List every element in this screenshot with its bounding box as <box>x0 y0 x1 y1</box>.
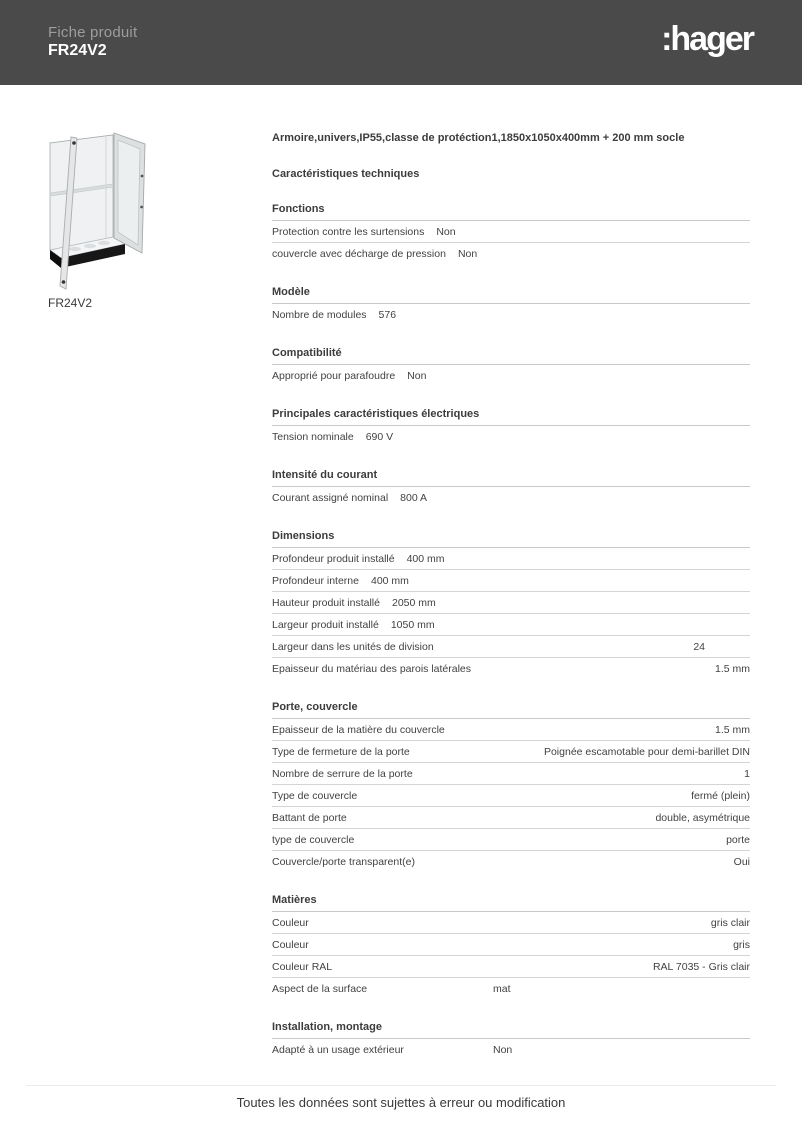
spec-label: Aspect de la surface <box>272 983 368 995</box>
spec-value: 1.5 mm <box>714 724 750 736</box>
section-title: Matières <box>272 893 750 912</box>
spec-label: Epaisseur du matériau des parois latérales <box>272 663 472 675</box>
spec-section <box>272 529 750 680</box>
section-title: Compatibilité <box>272 346 750 365</box>
spec-label: Epaisseur de la matière du couvercle <box>272 724 445 736</box>
section-title: Installation, montage <box>272 1020 750 1039</box>
spec-label: Protection contre les surtensions <box>272 226 425 238</box>
spec-section <box>272 1020 750 1061</box>
product-title: Armoire,univers,IP55,classe de protéction1,1850x1050x400mm + 200 mm socle <box>272 132 685 144</box>
product-image <box>45 131 160 296</box>
section-title: Modèle <box>272 285 750 304</box>
spec-value: 1 <box>744 768 750 780</box>
spec-label: Type de fermeture de la porte <box>272 746 410 758</box>
spec-value: 400 mm <box>370 575 409 587</box>
spec-value: Poignée escamotable pour demi-barillet DIN <box>543 746 750 758</box>
spec-value: Non <box>436 226 456 238</box>
spec-value: mat <box>493 983 511 995</box>
spec-label: Largeur produit installé <box>272 619 379 631</box>
spec-label: Type de couvercle <box>272 790 358 802</box>
spec-value: fermé (plein) <box>691 790 750 802</box>
spec-label: Nombre de modules <box>272 309 367 321</box>
spec-label: Couleur RAL <box>272 961 333 973</box>
spec-row <box>272 614 750 636</box>
spec-value: 2050 mm <box>391 597 436 609</box>
section-title: Dimensions <box>272 529 750 548</box>
spec-row <box>272 658 750 680</box>
spec-row <box>272 365 750 387</box>
cabinet-illustration <box>45 131 160 296</box>
spec-section <box>272 285 750 326</box>
spec-row <box>272 636 750 658</box>
spec-row <box>272 221 750 243</box>
spec-value: porte <box>726 834 750 846</box>
spec-section <box>272 346 750 387</box>
spec-row <box>272 807 750 829</box>
spec-value: gris <box>733 939 750 951</box>
spec-label: Courant assigné nominal <box>272 492 389 504</box>
spec-value: Non <box>407 370 427 382</box>
spec-row <box>272 426 750 448</box>
hager-logo: :hager <box>661 20 753 58</box>
spec-section <box>272 700 750 873</box>
spec-row <box>272 785 750 807</box>
spec-label: Couleur <box>272 939 309 951</box>
spec-section <box>272 468 750 509</box>
spec-value: 1.5 mm <box>714 663 750 675</box>
spec-row <box>272 487 750 509</box>
spec-value: 800 A <box>400 492 428 504</box>
spec-row <box>272 934 750 956</box>
spec-value: 24 <box>693 641 705 653</box>
spec-row <box>272 956 750 978</box>
spec-label: type de couvercle <box>272 834 355 846</box>
spec-row <box>272 570 750 592</box>
section-title: Fonctions <box>272 202 750 221</box>
spec-label: Profondeur produit installé <box>272 553 395 565</box>
spec-value: RAL 7035 - Gris clair <box>652 961 750 973</box>
spec-value: Non <box>457 248 478 260</box>
spec-label: Couleur <box>272 917 309 929</box>
spec-label: Nombre de serrure de la porte <box>272 768 413 780</box>
spec-value: 1050 mm <box>390 619 435 631</box>
product-reference: FR24V2 <box>48 42 107 59</box>
spec-label: Tension nominale <box>272 431 354 443</box>
spec-row <box>272 243 750 265</box>
spec-row <box>272 851 750 873</box>
section-title: Intensité du courant <box>272 468 750 487</box>
spec-value: gris clair <box>710 917 750 929</box>
spec-row <box>272 1039 750 1061</box>
spec-label: Hauteur produit installé <box>272 597 380 609</box>
product-image-caption: FR24V2 <box>48 296 93 310</box>
footer-disclaimer: Toutes les données sont sujettes à erreur ou modification <box>236 1095 566 1110</box>
spec-row <box>272 912 750 934</box>
spec-row <box>272 719 750 741</box>
spec-label: Profondeur interne <box>272 575 359 587</box>
header-bar <box>0 0 802 85</box>
spec-row <box>272 548 750 570</box>
spec-row <box>272 829 750 851</box>
spec-value: Oui <box>733 856 750 868</box>
spec-row <box>272 978 750 1000</box>
spec-value: double, asymétrique <box>655 812 750 824</box>
spec-section <box>272 893 750 1000</box>
technical-characteristics-heading: Caractéristiques techniques <box>272 168 420 180</box>
spec-label: Couvercle/porte transparent(e) <box>272 856 415 868</box>
spec-row <box>272 304 750 326</box>
section-title: Porte, couvercle <box>272 700 750 719</box>
spec-value: 690 V <box>365 431 394 443</box>
spec-sections <box>272 202 750 1061</box>
spec-section <box>272 407 750 448</box>
spec-row <box>272 592 750 614</box>
spec-label: Largeur dans les unités de division <box>272 641 434 653</box>
spec-label: Battant de porte <box>272 812 347 824</box>
spec-content <box>272 131 750 1061</box>
spec-row <box>272 741 750 763</box>
spec-value: 400 mm <box>406 553 445 565</box>
spec-section <box>272 202 750 265</box>
footer-divider <box>26 1085 776 1086</box>
spec-label: Approprié pour parafoudre <box>272 370 396 382</box>
spec-value: Non <box>493 1044 513 1056</box>
spec-label: Adapté à un usage extérieur <box>272 1044 404 1056</box>
section-title: Principales caractéristiques électriques <box>272 407 750 426</box>
spec-row <box>272 763 750 785</box>
document-type-label: Fiche produit <box>48 24 138 41</box>
spec-label: couvercle avec décharge de pression <box>272 248 446 260</box>
spec-value: 576 <box>378 309 397 321</box>
